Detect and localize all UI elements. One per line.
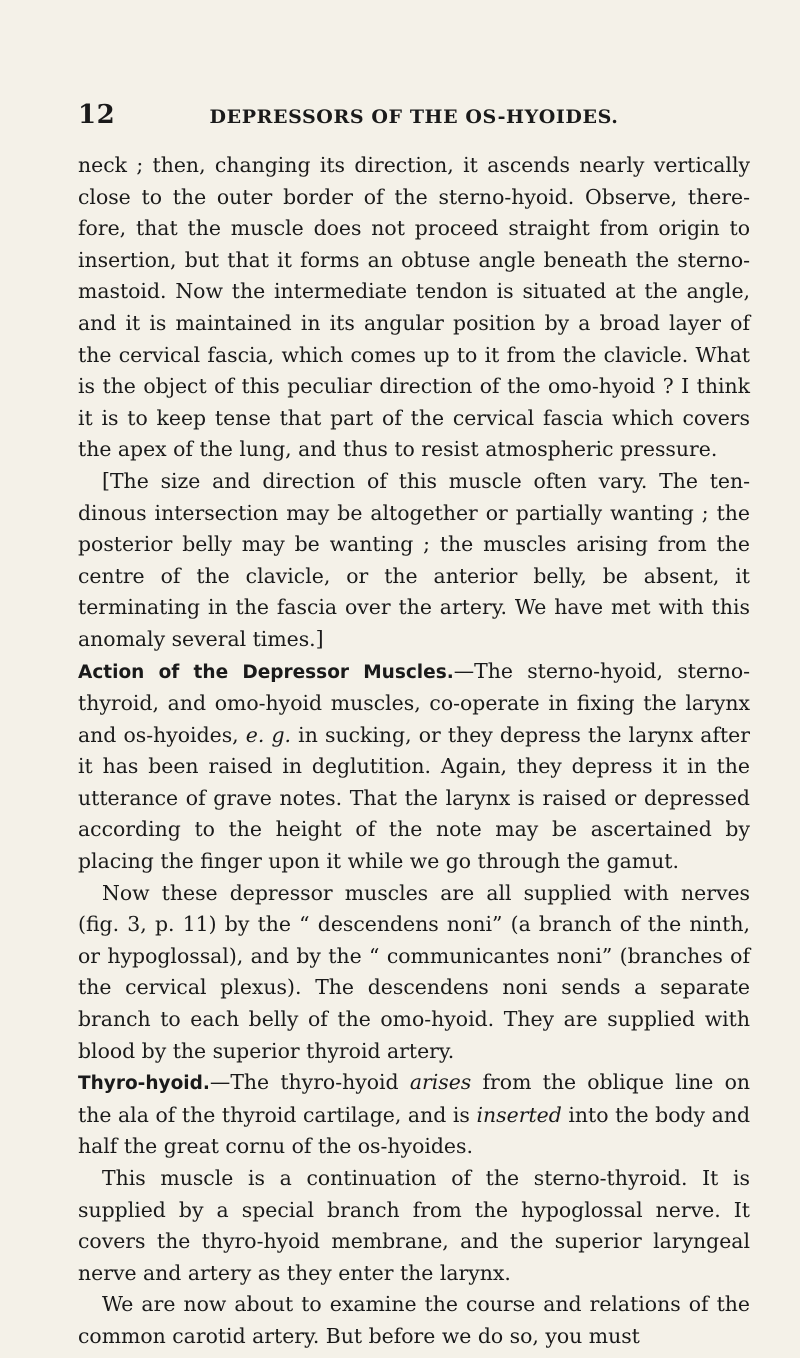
paragraph-text: into the body and half the great cornu of the os-hyoides. — [78, 1102, 751, 1159]
section-heading-thyro-hyoid: Thyro-hyoid. — [78, 1073, 210, 1095]
running-head — [78, 100, 750, 134]
paragraph-nerve-supply: Now these depressor muscles are all supplied with nerves (fig. 3, p. 11) by the “ descendens noni” (a branch of the ninth, or hypoglossal), and by the “ communicantes noni” (branches of the cervical plexus). The descendens noni sends a separate branch to each belly of the omo-hyoid. They are supplied with blood by the superior thyroid artery. — [78, 880, 750, 1063]
page-title: DEPRESSORS OF THE OS-HYOIDES. — [209, 106, 619, 128]
paragraph-text: —The sterno-hyoid, sterno-thyroid, and omo-hyoid muscles, co-operate in fixing the larynx and os-hyoides, — [78, 658, 751, 747]
italic-arises: arises — [409, 1070, 472, 1095]
paragraph-omo-hyoid-continuation: neck ; then, changing its direction, it ascends nearly vertically close to the outer border of the sterno-hyoid. Observe, therefore, that the muscle does not proceed straight from origin to insertion, but that it forms an obtuse angle beneath the sterno-mastoid. Now the intermediate tendon is situated at the angle, and it is maintained in its angular position by a broad layer of the cervical fascia, which comes up to it from the clavicle. What is the object of this peculiar direction of the omo-hyoid ? I think it is to keep tense that part of the cervical fascia which covers the apex of the lung, and thus to resist atmospheric pressure. — [78, 153, 750, 462]
italic-inserted: inserted — [476, 1102, 562, 1127]
body-text — [78, 150, 750, 1353]
page-number: 12 — [78, 100, 116, 130]
book-page — [78, 100, 750, 1353]
paragraph-thyro-hyoid — [78, 1067, 750, 1163]
section-heading-action: Action of the Depressor Muscles. — [78, 661, 454, 683]
paragraph-text: in sucking, or they depress the larynx after it has been raised in deglutition. Again, they depress it in the utterance of grave notes. That the larynx is raised or depressed according to the height of the note may be ascertained by placing the finger upon it while we go through the gamut. — [78, 722, 750, 874]
italic-eg: e. g. — [245, 722, 292, 747]
paragraph-thyro-hyoid-supply: This muscle is a continuation of the sterno-thyroid. It is supplied by a special branch from the hypoglossal nerve. It covers the thyro-hyoid membrane, and the superior laryngeal nerve and artery as they enter the larynx. — [78, 1166, 750, 1285]
paragraph-anomaly-note: [The size and direction of this muscle often vary. The tendinous intersection may be altogether or partially wanting ; the posterior belly may be wanting ; the muscles arising from the centre of the clavicle, or the anterior belly, be absent, it terminating in the fascia over the artery. We have met with this anomaly several times.] — [78, 468, 750, 651]
paragraph-text: —The thyro-hyoid — [209, 1070, 410, 1095]
paragraph-action-depressors — [78, 656, 750, 878]
paragraph-text: from the oblique line on the ala of the thyroid cartilage, and is — [78, 1070, 750, 1127]
paragraph-carotid-intro: We are now about to examine the course and relations of the common carotid artery. But before we do so, you must — [78, 1292, 750, 1348]
